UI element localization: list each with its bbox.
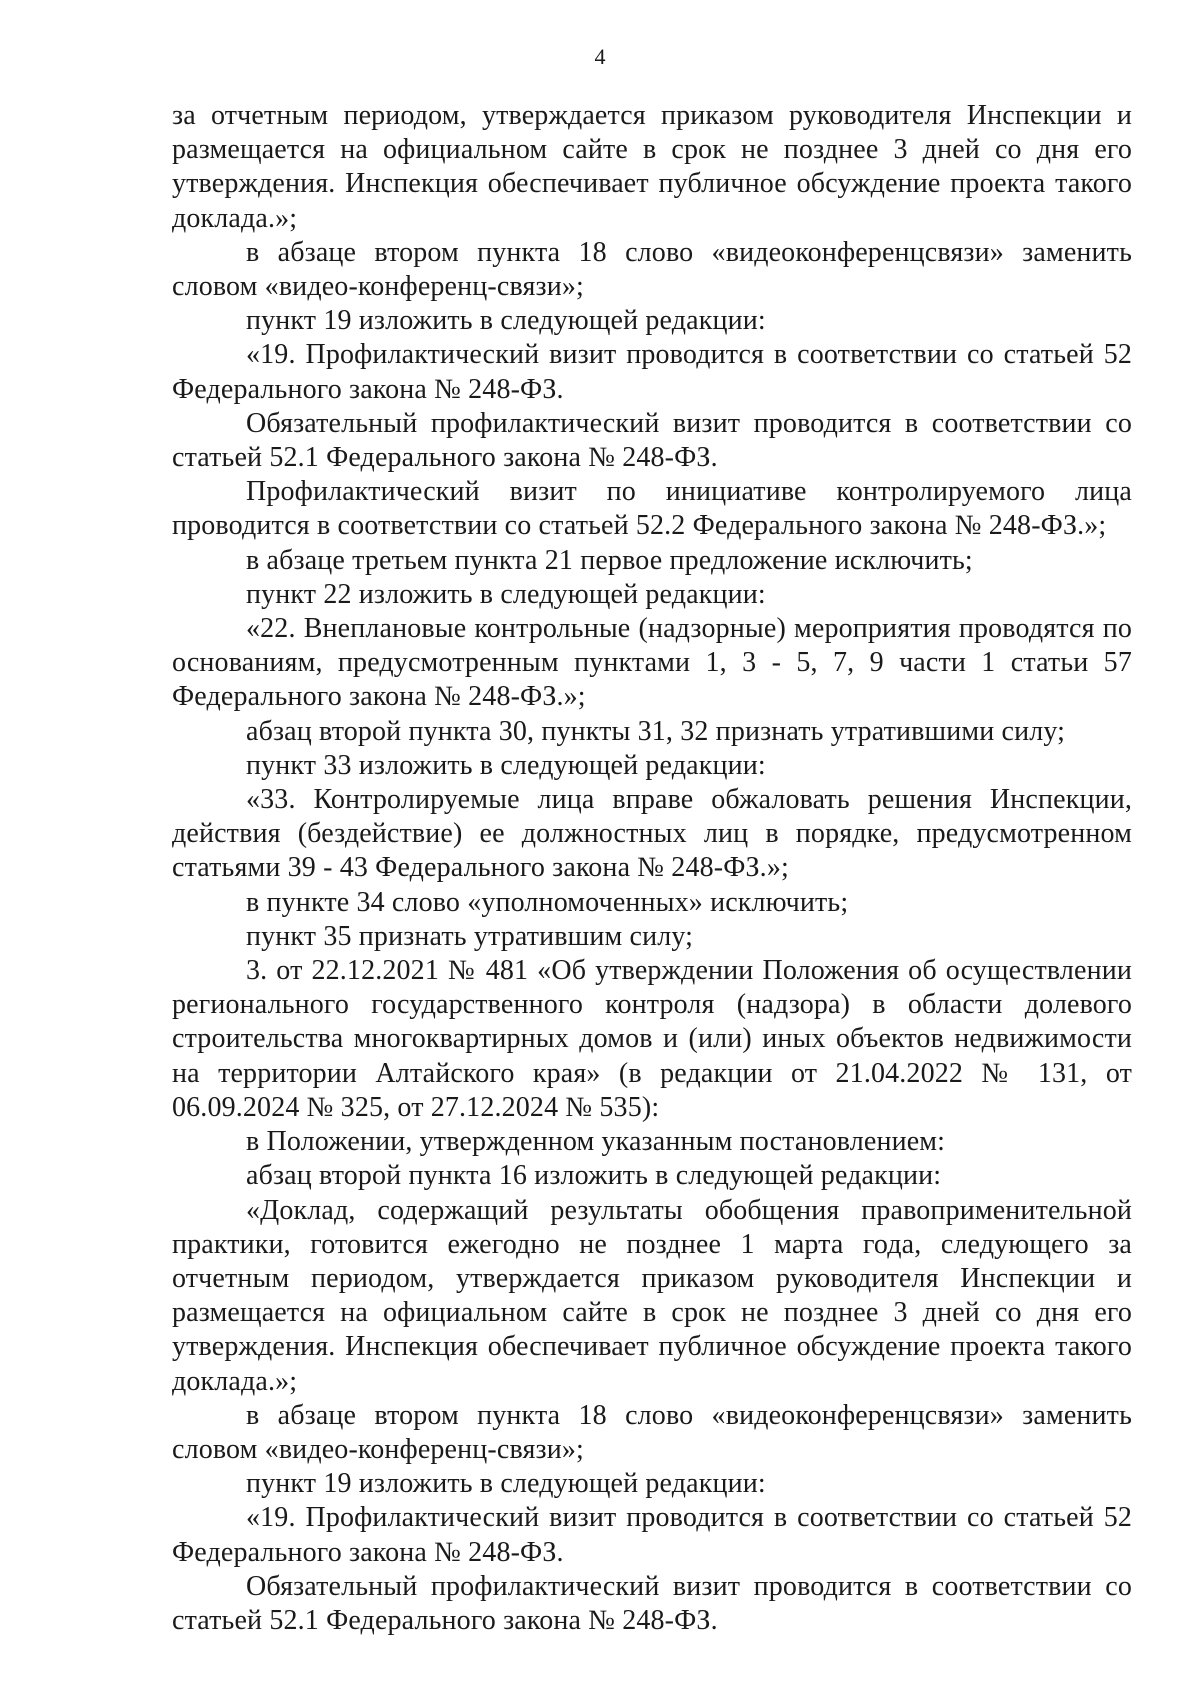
paragraph-22: Обязательный профилактический визит проводится в соответствии со статьей 52.1 Федерального закона № 248-ФЗ. xyxy=(172,1570,1132,1636)
paragraph-3: пункт 19 изложить в следующей редакции: xyxy=(246,305,766,337)
paragraph-2: в абзаце втором пункта 18 слово «видеоконференцсвязи» заменить словом «видео-конференц-связи»; xyxy=(172,236,1132,303)
paragraph-17: абзац второй пункта 16 изложить в следующей редакции: xyxy=(246,1160,942,1192)
paragraph-13: в пункте 34 слово «уполномоченных» исключить; xyxy=(246,886,849,918)
paragraph-15: 3. от 22.12.2021 № 481 «Об утверждении Положения об осуществлении регионального государственного контроля (надзора) в области долевого строительства многоквартирных домов и (или) иных объектов недвижимости на территории Алтайского края» (в редакции от 21.04.2022 № 131, от 06.09.2024 № 325, от 27.12.2024 № 535): xyxy=(172,955,1132,1123)
page-number: 4 xyxy=(594,44,606,69)
paragraph-5: Обязательный профилактический визит проводится в соответствии со статьей 52.1 Федерального закона № 248-ФЗ. xyxy=(172,407,1132,474)
paragraph-6: Профилактический визит по инициативе контролируемого лица проводится в соответствии со статьей 52.2 Федерального закона № 248-ФЗ.»; xyxy=(172,476,1132,542)
paragraph-12: «33. Контролируемые лица вправе обжаловать решения Инспекции, действия (бездействие) ее должностных лиц в порядке, предусмотренном статьями 39 - 43 Федерального закона № 248-ФЗ.»; xyxy=(172,784,1132,884)
paragraph-4: «19. Профилактический визит проводится в соответствии со статьей 52 Федерального закона № 248-ФЗ. xyxy=(172,339,1132,405)
paragraph-10: абзац второй пункта 30, пункты 31, 32 признать утратившими силу; xyxy=(246,715,1066,747)
paragraph-1: за отчетным периодом, утверждается приказом руководителя Инспекции и размещается на официальном сайте в срок не позднее 3 дней со дня его утверждения. Инспекция обеспечивает публичное обсуждение проекта такого доклада.»; xyxy=(172,100,1132,234)
paragraph-14: пункт 35 признать утратившим силу; xyxy=(246,920,694,952)
paragraph-21: «19. Профилактический визит проводится в соответствии со статьей 52 Федерального закона № 248-ФЗ. xyxy=(172,1502,1132,1568)
paragraph-18: «Доклад, содержащий результаты обобщения правоприменительной практики, готовится ежегодно не позднее 1 марта года, следующего за отчетным периодом, утверждается приказом руководителя Инспекции и размещается на официальном сайте в срок не позднее 3 дней со дня его утверждения. Инспекция обеспечивает публичное обсуждение проекта такого доклада.»; xyxy=(172,1194,1132,1397)
paragraph-16: в Положении, утвержденном указанным постановлением: xyxy=(246,1126,946,1158)
document-body xyxy=(172,99,1132,1638)
paragraph-11: пункт 33 изложить в следующей редакции: xyxy=(246,749,766,781)
paragraph-19: в абзаце втором пункта 18 слово «видеоконференцсвязи» заменить словом «видео-конференц-связи»; xyxy=(172,1399,1132,1465)
paragraph-20: пункт 19 изложить в следующей редакции: xyxy=(246,1468,766,1500)
paragraph-9: «22. Внеплановые контрольные (надзорные) мероприятия проводятся по основаниям, предусмотренным пунктами 1, 3 - 5, 7, 9 части 1 статьи 57 Федерального закона № 248-ФЗ.»; xyxy=(172,613,1132,713)
paragraph-7: в абзаце третьем пункта 21 первое предложение исключить; xyxy=(246,544,973,576)
paragraph-8: пункт 22 изложить в следующей редакции: xyxy=(246,578,766,610)
